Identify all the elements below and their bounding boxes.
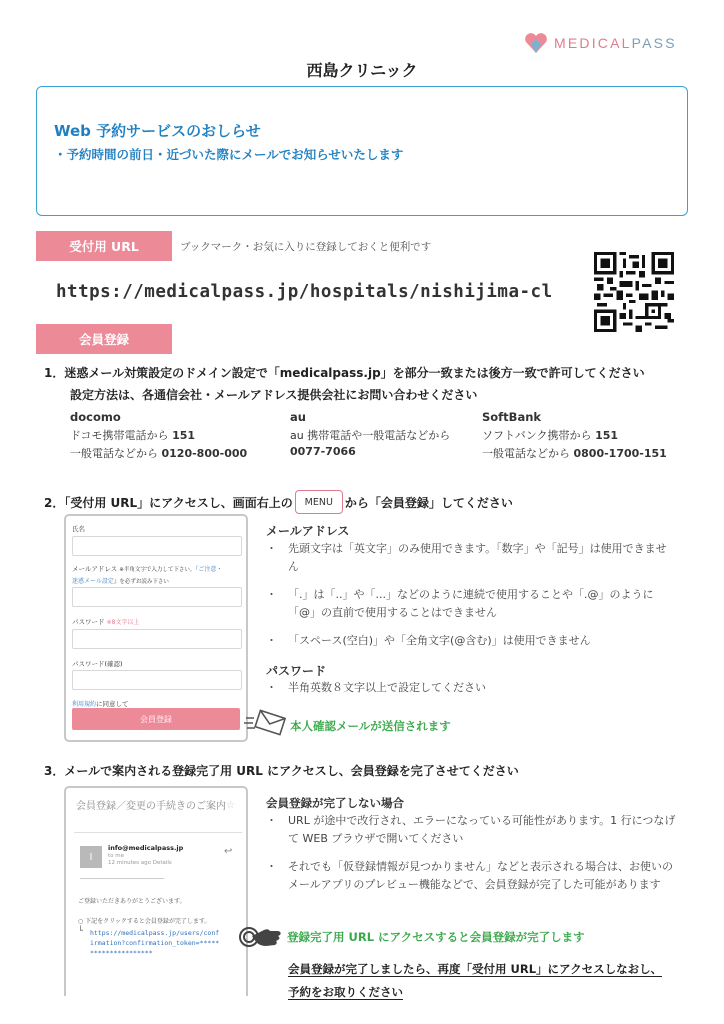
- password-confirm-input[interactable]: [72, 670, 242, 690]
- name-label: 氏名: [72, 525, 85, 533]
- list-item: ・ 「スペース(空白)」や「全角文字(@含む)」は使用できません: [266, 634, 591, 647]
- menu-button[interactable]: MENU: [295, 490, 343, 514]
- password-confirm-label: パスワード(確認): [72, 660, 123, 668]
- divider: [74, 832, 242, 833]
- reply-icon[interactable]: ↩: [224, 846, 233, 857]
- list-item: ・ 半角英数８文字以上で設定してください: [266, 681, 486, 694]
- reception-url[interactable]: https://medicalpass.jp/hospitals/nishijima-cl: [56, 282, 553, 302]
- email-label-row: メールアドレス ※半角文字で入力して下さい。『ご注意・ 迷惑メール設定』を必ずお読み下さい: [72, 565, 223, 585]
- failure-list: [266, 812, 676, 894]
- mail-subject: 会員登録／変更の手続きのご案内: [76, 801, 226, 812]
- mail-time: 12 minutes ago Details: [108, 860, 172, 866]
- step1-subinstruction: 設定方法は、各通信会社・メールアドレス提供会社にお問い合わせください: [70, 388, 478, 402]
- carrier-au: au au 携帯電話や一般電話などから 0077-7066: [290, 410, 451, 458]
- clinic-name: 西島クリニック: [306, 61, 418, 80]
- name-input[interactable]: [72, 536, 242, 556]
- email-input[interactable]: [72, 587, 242, 607]
- mail-sent-icon: [244, 708, 286, 738]
- terms-link[interactable]: 利用規約: [72, 701, 97, 708]
- password-label-row: パスワード ※8文字以上: [72, 618, 140, 626]
- notice-subtitle: ・予約時間の前日・近づいた際にメールでお知らせいたします: [54, 147, 404, 162]
- password-rules-title: パスワード: [266, 664, 327, 678]
- carrier-docomo: docomo ドコモ携帯電話から 151 一般電話などから 0120-800-000: [70, 410, 248, 460]
- click-hand-icon: [238, 922, 284, 952]
- medicalpass-logo: [524, 32, 677, 54]
- list-item: ・ URL が途中で改行され、エラーになっている可能性があります。1 行につなげて WEB ブラウザで開いてください: [266, 814, 676, 845]
- url-bookmark-hint: ブックマーク・お気に入りに登録しておくと便利です: [180, 241, 432, 253]
- member-registration-tab: 会員登録: [36, 324, 172, 354]
- mail-thanks: ご登録いただきありがとうございます。: [78, 898, 186, 905]
- final-instruction: 会員登録が完了しましたら、再度「受付用 URL」にアクセスしなおし、 予約をお取りください: [288, 962, 663, 999]
- qr-code: [594, 252, 674, 332]
- list-item: ・ 「.」は「..」や「...」などのように連続で使用することや「.@」のように「@」の直前で使用することはできません: [266, 588, 654, 619]
- heart-logo-icon: [524, 32, 548, 54]
- carrier-softbank: SoftBank ソフトバンク携帯から 151 一般電話などから 0800-1700-151: [482, 410, 667, 460]
- confirmation-link[interactable]: https://medicalpass.jp/users/conf irmation?confirmation_token=***** ****************: [90, 929, 220, 957]
- confirmation-mail-mock: [64, 786, 248, 996]
- list-item: ・ それでも「仮登録情報が見つかりません」などと表示される場合は、お使いのメールアプリのプレビュー機能などで、会員登録が完了した可能があります: [266, 860, 673, 891]
- logo-text: MEDICALPASS: [554, 35, 677, 51]
- list-item: ・ 先頭文字は「英文字」のみ使用できます。「数字」や「記号」は使用できません: [266, 542, 667, 573]
- terms-agreement: 利用規約に同意して: [72, 700, 129, 708]
- step1-instruction: 1．迷惑メール対策設定のドメイン設定で「medicalpass.jp」を部分一致または後方一致で許可してください: [44, 366, 645, 380]
- url-section-tab: 受付用 URL: [36, 231, 172, 261]
- email-rules-title: メールアドレス: [266, 524, 350, 538]
- verification-sent-notice: 本人確認メールが送信されます: [290, 719, 451, 733]
- registration-complete-notice: 登録完了用 URL にアクセスすると会員登録が完了します: [287, 930, 585, 944]
- corner-arrow-icon: └: [78, 926, 83, 935]
- star-icon[interactable]: ☆: [226, 800, 235, 811]
- divider: [80, 878, 164, 879]
- mail-sender: info@medicalpass.jp: [108, 844, 184, 852]
- avatar: I: [80, 846, 102, 868]
- step3-instruction: 3．メールで案内される登録完了用 URL にアクセスし、会員登録を完了させてください: [44, 764, 519, 778]
- mail-recipient: to me: [108, 853, 125, 859]
- email-rules-list: [266, 540, 676, 650]
- register-button[interactable]: 会員登録: [72, 708, 240, 730]
- password-input[interactable]: [72, 629, 242, 649]
- failure-title: 会員登録が完了しない場合: [266, 796, 404, 810]
- mail-instruction: ○ 下記をクリックすると会員登録が完了します。: [78, 918, 211, 925]
- notice-title: Web 予約サービスのおしらせ: [54, 122, 261, 140]
- step2-instruction: 2．「受付用 URL」にアクセスし、画面右上の MENU から「会員登録」してください: [44, 490, 513, 514]
